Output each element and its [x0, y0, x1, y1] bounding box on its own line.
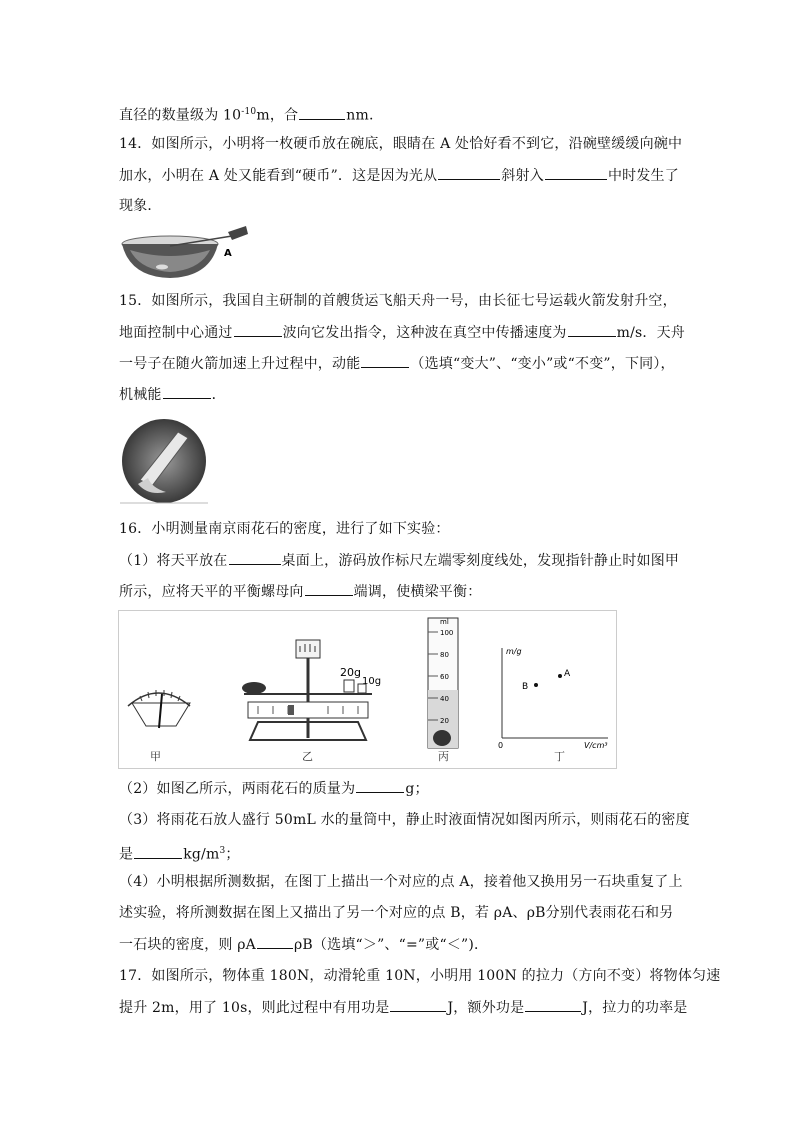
q16-line-9	[119, 934, 488, 955]
figure-ding	[498, 647, 608, 750]
origin-label: 0	[498, 741, 504, 750]
text: 一石块的密度，则 ρA	[119, 937, 256, 953]
tick-label: ml	[440, 618, 449, 626]
text: （选填“变大”、“变小”或“不变”，下同），	[410, 356, 675, 372]
text: 一号子在随火箭加速上升过程中，动能	[119, 356, 361, 372]
x-axis-label: V/cm³	[584, 741, 608, 750]
pointer-needle	[159, 694, 162, 728]
answer-blank[interactable]	[568, 322, 616, 337]
figure-bing	[428, 618, 458, 748]
q16-line-8: 述实验，将所测数据在图上又描出了另一个对应的点 B，若 ρA、ρB分别代表雨花石和另	[119, 905, 674, 921]
text: 地面控制中心通过	[119, 325, 233, 341]
q16-line-2	[119, 550, 679, 571]
scale-arc	[128, 693, 190, 706]
answer-blank[interactable]	[305, 581, 353, 596]
text: ．	[211, 387, 226, 403]
q16-line-3	[119, 581, 481, 602]
answer-blank[interactable]	[299, 105, 345, 120]
text: 中时发生了	[607, 168, 679, 184]
point-b-label: B	[522, 682, 529, 692]
q16-line-5: （3）将雨花石放人盛行 50mL 水的量筒中，静止时液面情况如图丙所示，则雨花石的密度	[119, 812, 690, 828]
stones-icon	[242, 682, 266, 694]
text: 斜射入	[501, 168, 544, 184]
eye-icon	[228, 226, 248, 240]
answer-blank[interactable]	[361, 353, 409, 368]
text: 端调，使横梁平衡：	[353, 584, 482, 600]
point-b	[534, 683, 538, 687]
weight-label: 20g	[340, 666, 361, 679]
y-axis-label: m/g	[506, 647, 522, 656]
stone-icon	[433, 730, 451, 746]
text: J，拉力的功率是	[582, 1000, 688, 1016]
beam-scale	[248, 702, 368, 718]
text: ρB（选填“＞”、“=”或“＜”)．	[294, 937, 489, 953]
text: 直径的数量级为 10	[119, 107, 242, 124]
q17-line-1: 17．如图所示，物体重 180N，动滑轮重 10N，小明用 100N 的拉力（方向不变）将物体匀速	[119, 968, 721, 984]
tick-label: 80	[440, 651, 449, 659]
text: nm.	[346, 107, 374, 124]
answer-blank[interactable]	[356, 778, 404, 793]
answer-blank[interactable]	[390, 997, 446, 1012]
q15-line-2	[119, 322, 685, 343]
text: 机械能	[119, 387, 162, 403]
caption-yi: 乙	[302, 750, 313, 763]
q14-line-2	[119, 165, 679, 186]
text: （2）如图乙所示，两雨花石的质量为	[119, 781, 356, 797]
figure-frame	[119, 611, 617, 769]
answer-blank[interactable]	[134, 844, 182, 859]
point-a	[558, 674, 562, 678]
q16-line-6	[119, 841, 240, 865]
text: J，额外功是	[447, 1000, 525, 1016]
tick-label: 100	[440, 629, 454, 637]
text: 提升 2m，用了 10s，则此过程中有用功是	[119, 1000, 390, 1016]
caption-ding: 丁	[554, 750, 565, 763]
figure-yi	[242, 640, 381, 740]
q17-line-2	[119, 997, 688, 1018]
q16-line-7: （4）小明根据所测数据，在图丁上描出一个对应的点 A，接着他又换用另一石块重复了上	[119, 874, 683, 890]
text: m/s．天舟	[616, 325, 685, 341]
rider	[288, 705, 294, 715]
text: g；	[405, 781, 429, 797]
figure-jia	[128, 690, 190, 728]
text: ；	[225, 846, 240, 863]
q16-line-1: 16．小明测量南京雨花石的密度，进行了如下实验：	[119, 521, 450, 537]
answer-blank[interactable]	[163, 384, 211, 399]
answer-blank[interactable]	[545, 165, 607, 180]
answer-blank[interactable]	[234, 322, 282, 337]
text: 所示，应将天平的平衡螺母向	[119, 584, 304, 600]
q15-line-4	[119, 384, 226, 405]
answer-blank[interactable]	[257, 934, 293, 949]
tick-label: 40	[440, 695, 449, 703]
answer-blank[interactable]	[229, 550, 281, 565]
weight-20g	[344, 680, 354, 692]
text: m，合	[256, 107, 299, 124]
rocket-photo	[118, 418, 210, 506]
caption-jia: 甲	[150, 750, 161, 763]
experiment-figures	[118, 610, 618, 770]
tick-label: 60	[440, 673, 449, 681]
exponent: 3	[219, 846, 226, 856]
tick-label: 20	[440, 717, 449, 725]
coin-icon	[156, 265, 168, 270]
text: （1）将天平放在	[119, 553, 228, 569]
q15-line-1: 15．如图所示，我国自主研制的首艘货运飞船天舟一号，由长征七号运载火箭发射升空，	[119, 293, 677, 309]
q13-line	[119, 102, 374, 126]
answer-blank[interactable]	[525, 997, 581, 1012]
weight-label: 10g	[362, 676, 382, 687]
text: 加水，小明在 A 处又能看到“硬币”．这是因为光从	[119, 168, 438, 184]
caption-bing: 丙	[438, 750, 449, 763]
text: 桌面上，游码放作标尺左端零刻度线处，发现指针静止时如图甲	[281, 553, 680, 569]
text: 波向它发出指令，这种波在真空中传播速度为	[282, 325, 567, 341]
exponent: -10	[241, 107, 257, 117]
point-a-label: A	[564, 669, 571, 679]
q14-line-3: 现象．	[119, 198, 162, 214]
answer-blank[interactable]	[438, 165, 500, 180]
q15-line-3	[119, 353, 675, 374]
text: 是	[119, 846, 134, 863]
bowl-figure	[120, 222, 270, 282]
q16-line-4	[119, 778, 429, 799]
text: kg/m	[183, 846, 220, 863]
label-a: A	[224, 248, 232, 259]
q14-line-1: 14．如图所示，小明将一枚硬币放在碗底，眼睛在 A 处恰好看不到它，沿碗壁缓缓向碗中	[119, 136, 683, 152]
